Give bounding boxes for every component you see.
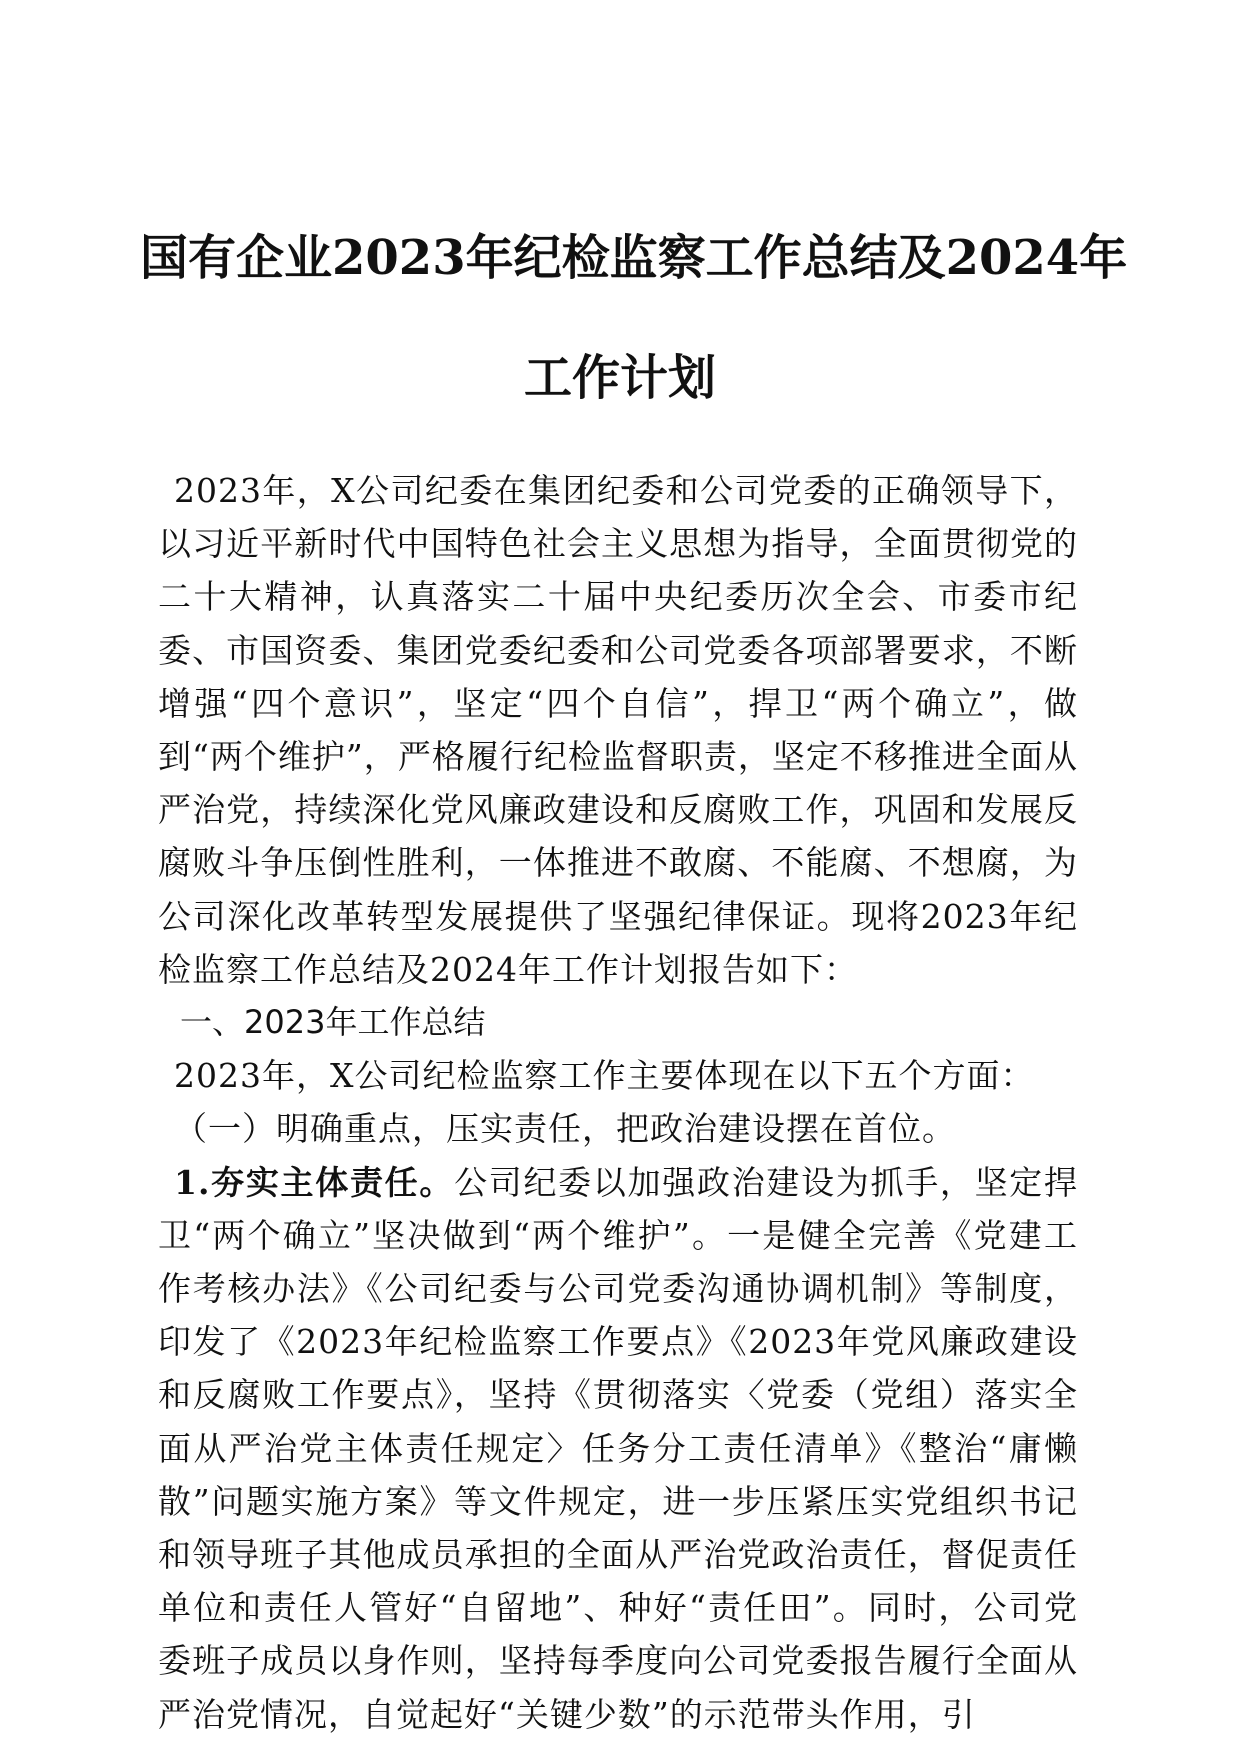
item-paragraph-1 [158, 1156, 1078, 1741]
document-title-line-1: 国有企业2023年纪检监察工作总结及2024年 [140, 230, 1128, 286]
section-1-lead: 2023年，X公司纪检监察工作主要体现在以下五个方面： [174, 1056, 1035, 1096]
item-1-text: 公司纪委以加强政治建设为抓手，坚定捍卫“两个确立”坚决做到“两个维护”。一是健全完善《党建工作考核办法》《公司纪委与公司党委沟通协调机制》等制度，印发了《2023年纪检监察工作要点》《2023年党风廉政建设和反腐败工作要点》，坚持《贯彻落实〈党委（党组）落实全面从严治党主体责任规定〉任务分工责任清单》《整治“庸懒散”问题实施方案》等文件规定，进一步压紧压实党组织书记和领导班子其他成员承担的全面从严治党政治责任，督促责任单位和责任人管好“自留地”、种好“责任田”。同时，公司党委班子成员以身作则，坚持每季度向公司党委报告履行全面从严治党情况，自觉起好“关键少数”的示范带头作用，引 [158, 1162, 1079, 1734]
intro-paragraph: 2023年，X公司纪委在集团纪委和公司党委的正确领导下，以习近平新时代中国特色社会主义思想为指导，全面贯彻党的二十大精神，认真落实二十届中央纪委历次全会、市委市纪委、市国资委、集团党委纪委和公司党委各项部署要求，不断增强“四个意识”，坚定“四个自信”，捍卫“两个确立”，做到“两个维护”，严格履行纪检监督职责，坚定不移推进全面从严治党，持续深化党风廉政建设和反腐败工作，巩固和发展反腐败斗争压倒性胜利，一体推进不敢腐、不能腐、不想腐，为公司深化改革转型发展提供了坚强纪律保证。现将2023年纪检监察工作总结及2024年工作计划报告如下： [158, 471, 1078, 989]
subsection-heading-1: （一）明确重点，压实责任，把政治建设摆在首位。 [174, 1109, 956, 1149]
item-1-label: 1.夯实主体责任。 [174, 1162, 455, 1202]
section-heading-1: 一、2023年工作总结 [180, 1003, 486, 1042]
document-body [158, 464, 1078, 1741]
document-title-line-2: 工作计划 [523, 350, 716, 406]
